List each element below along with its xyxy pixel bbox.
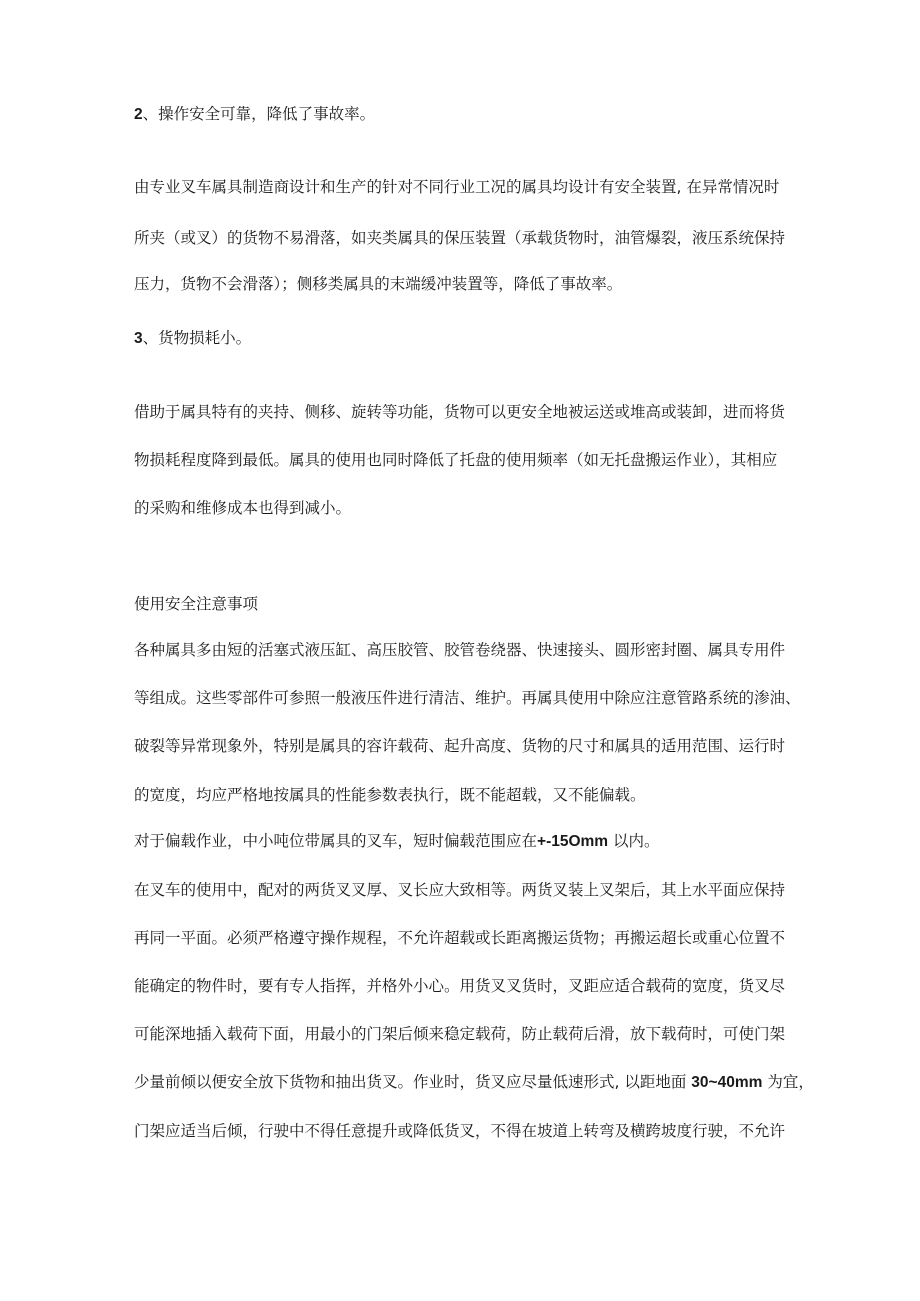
height-line-after: 为宜， (762, 1073, 814, 1091)
safety-body-line-2: 等组成。这些零部件可参照一般液压件进行清洁、维护。再属具使用中除应注意管路系统的渗油、 (134, 689, 801, 707)
usage-body-line-4: 可能深地插入载荷下面，用最小的门架后倾来稳定载荷，防止载荷后滑，放下载荷时，可使门架 (134, 1025, 786, 1043)
safety-body-line-1: 各种属具多由短的活塞式液压缸、高压胶管、胶管卷绕器、快速接头、圆形密封圈、属具专用件 (134, 641, 786, 659)
point-3-number: 3 (134, 330, 143, 347)
point-3-body-line-3: 的采购和维修成本也得到减小。 (134, 499, 352, 517)
point-2-heading (134, 104, 804, 125)
offset-line-after: 以内。 (608, 832, 660, 850)
usage-body-line-1: 在叉车的使用中，配对的两货叉叉厚、叉长应大致相等。两货叉装上叉架后，其上水平面应保持 (134, 881, 786, 899)
point-2-body-line-2: 所夹（或叉）的货物不易滑落，如夹类属具的保压装置（承载货物时，油管爆裂，液压系统保持 (134, 229, 786, 247)
last-line: 门架应适当后倾，行驶中不得任意提升或降低货叉，不得在坡道上转弯及横跨坡度行驶，不允许 (134, 1122, 786, 1140)
safety-body-line-4: 的宽度，均应严格地按属具的性能参数表执行，既不能超载，又不能偏载。 (134, 786, 646, 804)
height-value: 30~40mm (691, 1074, 763, 1091)
offset-line (134, 831, 804, 852)
point-2-title: 、操作安全可靠，降低了事故率。 (142, 105, 376, 123)
point-2-number: 2 (134, 106, 143, 123)
offset-value: +-15Omm (537, 833, 609, 850)
offset-line-before: 对于偏载作业，中小吨位带属具的叉车，短时偏载范围应在 (134, 832, 538, 850)
point-2-body-line-1: 由专业叉车属具制造商设计和生产的针对不同行业工况的属具均设计有安全装置, 在异常情况时 (134, 178, 780, 196)
point-3-body-line-1: 借助于属具特有的夹持、侧移、旋转等功能，货物可以更安全地被运送或堆高或装卸，进而将货 (134, 403, 786, 421)
height-line-before: 少量前倾以便安全放下货物和抽出货叉。作业时，货叉应尽量低速形式, 以距地面 (134, 1073, 692, 1091)
point-3-heading (134, 328, 804, 349)
usage-body-line-2: 再同一平面。必须严格遵守操作规程，不允许超载或长距离搬运货物；再搬运超长或重心位置不 (134, 929, 786, 947)
point-3-body-line-2: 物损耗程度降到最低。属具的使用也同时降低了托盘的使用频率（如无托盘搬运作业），其相应 (134, 451, 778, 469)
point-2-body-line-3: 压力，货物不会滑落）；侧移类属具的末端缓冲装置等，降低了事故率。 (134, 275, 623, 293)
height-line (134, 1072, 814, 1093)
point-3-title: 、货物损耗小。 (142, 329, 252, 347)
usage-body-line-3: 能确定的物件时，要有专人指挥，并格外小心。用货叉叉货时，叉距应适合载荷的宽度，货叉尽 (134, 977, 786, 995)
safety-heading: 使用安全注意事项 (134, 595, 259, 613)
safety-body-line-3: 破裂等异常现象外，特别是属具的容许载荷、起升高度、货物的尺寸和属具的适用范围、运行时 (134, 737, 786, 755)
